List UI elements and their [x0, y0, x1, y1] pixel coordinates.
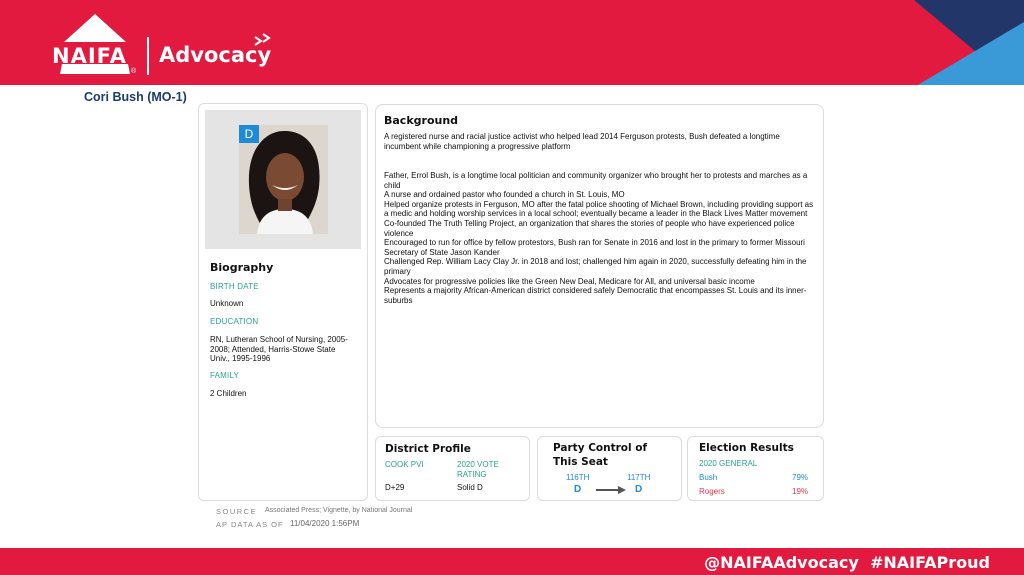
- member-photo: [239, 125, 328, 234]
- candidate-name: Rogers: [699, 487, 725, 496]
- header-banner: [0, 0, 1024, 85]
- background-detail: Father, Errol Bush, is a longtime local politician and community organizer who brought her to protests and marches as a child: [384, 171, 808, 190]
- from-congress-label: 116TH: [566, 473, 590, 482]
- birth-date-label: BIRTH DATE: [210, 282, 259, 291]
- background-title: Background: [384, 114, 459, 127]
- photo-frame: [205, 110, 361, 249]
- background-detail: A nurse and ordained pastor who founded a church in St. Louis, MO: [384, 190, 625, 200]
- party-control-card: [537, 436, 682, 501]
- education-value: RN, Lutheran School of Nursing, 2005-2008; Attended, Harris-Stowe State Univ., 1995-1996: [210, 335, 348, 363]
- source-value: Associated Press; Vignette, by National Journal: [265, 507, 413, 514]
- candidate-percent: 79%: [792, 473, 809, 482]
- family-value: 2 Children: [210, 389, 247, 398]
- header-title: Advocacy: [159, 43, 272, 67]
- source-label: SOURCE: [216, 507, 258, 516]
- family-label: FAMILY: [210, 371, 240, 380]
- to-party: D: [635, 484, 643, 495]
- biography-card: [198, 103, 368, 501]
- election-subtitle: 2020 GENERAL: [699, 459, 758, 468]
- background-detail: Co-founded The Truth Telling Project, an organization that shares the stories of people who have experienced police violence: [384, 218, 795, 238]
- from-party: D: [574, 484, 582, 495]
- candidate-name: Bush: [699, 473, 718, 482]
- background-details: [384, 171, 816, 305]
- district-profile-card: [375, 436, 530, 501]
- district-profile-title: District Profile: [385, 443, 471, 455]
- asof-value: 11/04/2020 1:56PM: [290, 519, 360, 528]
- footer-hashtags: @NAIFAAdvocacy #NAIFAProud: [704, 553, 990, 572]
- background-detail: Challenged Rep. William Lacy Clay Jr. in 2018 and lost; challenged him again in 2020, successfully defeating him in the primary: [384, 257, 807, 276]
- footer-banner: [0, 548, 1024, 575]
- logo-registered-mark: ®: [131, 68, 137, 75]
- background-card: [375, 104, 824, 428]
- party-badge: D: [239, 125, 259, 143]
- background-summary: A registered nurse and racial justice activist who helped lead 2014 Ferguson protests, Bush defeated a longtime incumbent while championing a progressive platform: [384, 132, 780, 151]
- background-detail: Represents a majority African-American district considered safely Democratic that encompasses St. Louis and its inner-suburbs: [384, 286, 807, 305]
- corner-decoration: [906, 0, 1024, 85]
- vote-rating-value: Solid D: [457, 483, 483, 492]
- background-detail: Encouraged to run for office by fellow protestors, Bush ran for Senate in 2016 and lost in the primary to former Missouri Secretary of State Jason Kander: [384, 238, 805, 257]
- education-label: EDUCATION: [210, 317, 259, 326]
- header-divider: [147, 37, 149, 75]
- logo-text: NAIFA: [52, 44, 127, 68]
- birth-date-value: Unknown: [210, 299, 244, 308]
- page-title: Cori Bush (MO-1): [84, 90, 187, 104]
- election-results-title: Election Results: [699, 442, 794, 454]
- cook-pvi-label: COOK PVI: [385, 460, 424, 469]
- background-detail: Advocates for progressive policies like the Green New Deal, Medicare for All, and universal basic income: [384, 276, 755, 286]
- arrow-right-icon: [596, 486, 626, 494]
- background-detail: Helped organize protests in Ferguson, MO after the fatal police shooting of Michael Brown, including providing support as a medic and holding worship services in a local school; eventually became a leader in the Black Lives Matter movement: [384, 199, 814, 219]
- election-results-card: [687, 436, 824, 501]
- candidate-percent: 19%: [792, 487, 809, 496]
- biography-title: Biography: [210, 261, 274, 274]
- asof-label: AP DATA AS OF: [216, 520, 284, 529]
- to-congress-label: 117TH: [627, 473, 651, 482]
- chevrons-icon: [252, 33, 274, 49]
- vote-rating-label: 2020 VOTE RATING: [457, 460, 499, 479]
- party-control-title: Party Control of This Seat: [553, 442, 648, 468]
- cook-pvi-value: D+29: [385, 483, 405, 492]
